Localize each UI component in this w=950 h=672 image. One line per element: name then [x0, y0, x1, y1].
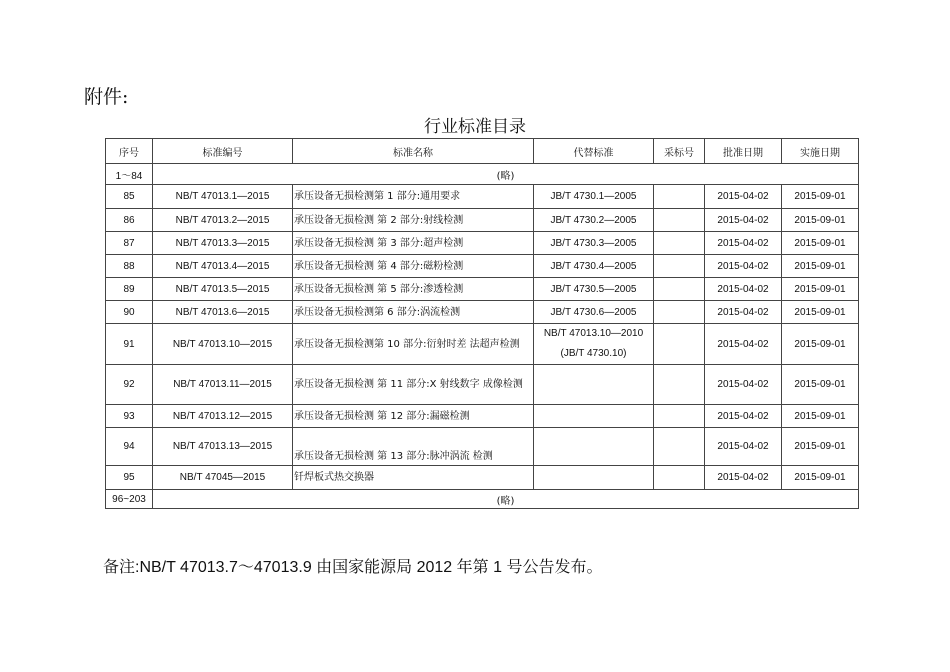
table-row-omitted-bottom: [106, 490, 859, 509]
cell-seq: 91: [106, 324, 153, 365]
header-name: 标准名称: [293, 139, 534, 164]
cell-effective: 2015-09-01: [782, 255, 859, 278]
cell-seq: 85: [106, 185, 153, 209]
cell-approved: 2015-04-02: [705, 466, 782, 490]
cell-code: NB/T 47013.2—2015: [153, 209, 293, 232]
cell-code: NB/T 47013.12—2015: [153, 405, 293, 428]
cell-replaces: JB/T 4730.5—2005: [534, 278, 654, 301]
cell-seq: 88: [106, 255, 153, 278]
cell-name: 承压设备无损检测 第 5 部分:渗透检测: [293, 278, 534, 301]
cell-approved: 2015-04-02: [705, 365, 782, 405]
cell-seq: 93: [106, 405, 153, 428]
cell-approved: 2015-04-02: [705, 185, 782, 209]
cell-adopted: [654, 232, 705, 255]
cell-replaces: [534, 428, 654, 466]
table-row: [106, 185, 859, 209]
cell-code: NB/T 47013.13—2015: [153, 428, 293, 466]
cell-replaces: JB/T 4730.2—2005: [534, 209, 654, 232]
page-title: 行业标准目录: [424, 117, 526, 137]
cell-name: 承压设备无损检测 第 2 部分:射线检测: [293, 209, 534, 232]
cell-code: NB/T 47013.1—2015: [153, 185, 293, 209]
cell-name: 承压设备无损检测 第 3 部分:超声检测: [293, 232, 534, 255]
cell-replaces-line2: (JB/T 4730.10): [560, 348, 627, 359]
table-row: [106, 324, 859, 365]
header-code: 标准编号: [153, 139, 293, 164]
omit-bottom-seq: 96~203: [106, 490, 153, 509]
cell-replaces: JB/T 4730.6—2005: [534, 301, 654, 324]
cell-effective: 2015-09-01: [782, 232, 859, 255]
cell-replaces: [534, 324, 654, 365]
cell-name: 承压设备无损检测 第 4 部分:磁粉检测: [293, 255, 534, 278]
cell-effective: 2015-09-01: [782, 324, 859, 365]
cell-seq: 94: [106, 428, 153, 466]
cell-effective: 2015-09-01: [782, 365, 859, 405]
cell-seq: 90: [106, 301, 153, 324]
table-row-omitted-top: [106, 164, 859, 185]
cell-name: 钎焊板式热交换器: [293, 466, 534, 490]
cell-code: NB/T 47013.5—2015: [153, 278, 293, 301]
cell-effective: 2015-09-01: [782, 405, 859, 428]
header-approved: 批准日期: [705, 139, 782, 164]
table-row: [106, 466, 859, 490]
cell-name: 承压设备无损检测 第 12 部分:漏磁检测: [293, 405, 534, 428]
cell-adopted: [654, 428, 705, 466]
omit-top-seq: 1〜84: [106, 164, 153, 185]
cell-replaces: [534, 365, 654, 405]
standards-table: [105, 138, 859, 509]
cell-adopted: [654, 278, 705, 301]
remark-note: 备注:NB/T 47013.7〜47013.9 由国家能源局 2012 年第 1 号公告发布。: [103, 559, 603, 576]
cell-code: NB/T 47013.11—2015: [153, 365, 293, 405]
cell-adopted: [654, 255, 705, 278]
cell-seq: 92: [106, 365, 153, 405]
cell-name: 承压设备无损检测 第 13 部分:脉冲涡流 检测: [293, 428, 534, 466]
cell-approved: 2015-04-02: [705, 301, 782, 324]
table-row: [106, 428, 859, 466]
table-row: [106, 405, 859, 428]
cell-effective: 2015-09-01: [782, 428, 859, 466]
header-effective: 实施日期: [782, 139, 859, 164]
cell-replaces-line1: NB/T 47013.10—2010: [543, 328, 644, 339]
cell-adopted: [654, 324, 705, 365]
cell-effective: 2015-09-01: [782, 301, 859, 324]
cell-approved: 2015-04-02: [705, 428, 782, 466]
cell-approved: 2015-04-02: [705, 278, 782, 301]
table-row: [106, 365, 859, 405]
cell-approved: 2015-04-02: [705, 232, 782, 255]
header-adopted: 采标号: [654, 139, 705, 164]
cell-replaces: JB/T 4730.3—2005: [534, 232, 654, 255]
cell-approved: 2015-04-02: [705, 255, 782, 278]
cell-adopted: [654, 209, 705, 232]
cell-name: 承压设备无损检测第 6 部分:涡流检测: [293, 301, 534, 324]
cell-code: NB/T 47013.10—2015: [153, 324, 293, 365]
cell-code: NB/T 47013.3—2015: [153, 232, 293, 255]
table-header-row: [106, 139, 859, 164]
table-row: [106, 255, 859, 278]
cell-seq: 95: [106, 466, 153, 490]
header-replaces: 代替标准: [534, 139, 654, 164]
cell-approved: 2015-04-02: [705, 405, 782, 428]
cell-code: NB/T 47013.4—2015: [153, 255, 293, 278]
cell-effective: 2015-09-01: [782, 278, 859, 301]
cell-seq: 89: [106, 278, 153, 301]
cell-effective: 2015-09-01: [782, 209, 859, 232]
cell-replaces: JB/T 4730.1—2005: [534, 185, 654, 209]
cell-adopted: [654, 185, 705, 209]
cell-approved: 2015-04-02: [705, 209, 782, 232]
attachment-label: 附件:: [84, 86, 129, 108]
cell-code: NB/T 47013.6—2015: [153, 301, 293, 324]
cell-effective: 2015-09-01: [782, 466, 859, 490]
cell-effective: 2015-09-01: [782, 185, 859, 209]
cell-name: 承压设备无损检测第 1 部分:通用要求: [293, 185, 534, 209]
omit-top-text: (略): [153, 164, 859, 185]
cell-replaces: [534, 466, 654, 490]
cell-name: 承压设备无损检测 第 11 部分:X 射线数字 成像检测: [293, 365, 534, 405]
cell-replaces: JB/T 4730.4—2005: [534, 255, 654, 278]
cell-replaces: [534, 405, 654, 428]
cell-seq: 86: [106, 209, 153, 232]
omit-bottom-text: (略): [153, 490, 859, 509]
table-row: [106, 209, 859, 232]
table-row: [106, 278, 859, 301]
cell-name: 承压设备无损检测第 10 部分:衍射时差 法超声检测: [293, 324, 534, 365]
cell-approved: 2015-04-02: [705, 324, 782, 365]
table-row: [106, 301, 859, 324]
table-row: [106, 232, 859, 255]
cell-adopted: [654, 365, 705, 405]
cell-seq: 87: [106, 232, 153, 255]
header-seq: 序号: [106, 139, 153, 164]
cell-code: NB/T 47045—2015: [153, 466, 293, 490]
cell-adopted: [654, 405, 705, 428]
cell-adopted: [654, 301, 705, 324]
cell-adopted: [654, 466, 705, 490]
